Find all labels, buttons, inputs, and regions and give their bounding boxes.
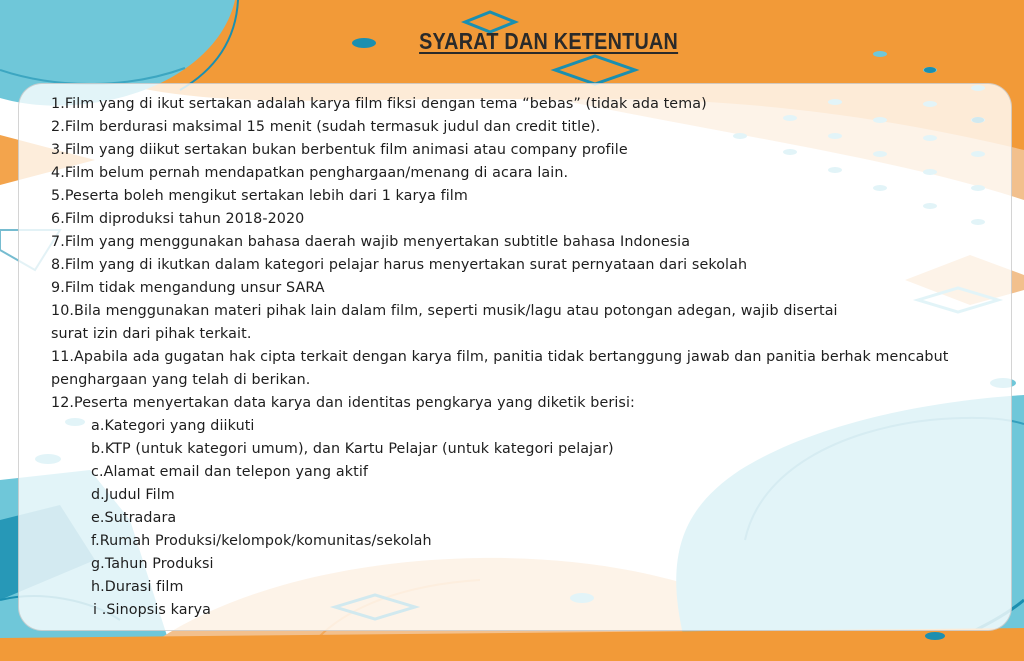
rule-3: 3.Film yang diikut sertakan bukan berbentuk film animasi atau company profile: [51, 142, 628, 158]
sub-item-i: i .Sinopsis karya: [93, 602, 211, 618]
page-title: SYARAT DAN KETENTUAN: [419, 28, 679, 54]
rule-10: 10.Bila menggunakan materi pihak lain dalam film, seperti musik/lagu atau potongan adegan, wajib disertai: [51, 303, 838, 319]
terms-list: [51, 93, 1001, 622]
rule-12: 12.Peserta menyertakan data karya dan identitas pengkarya yang diketik berisi:: [51, 395, 635, 411]
rule-9: 9.Film tidak mengandung unsur SARA: [51, 280, 325, 296]
rule-10-cont: surat izin dari pihak terkait.: [51, 326, 252, 342]
sub-item-c: c.Alamat email dan telepon yang aktif: [91, 464, 369, 480]
rule-11-cont: penghargaan yang telah di berikan.: [51, 372, 311, 388]
rule-11: 11.Apabila ada gugatan hak cipta terkait dengan karya film, panitia tidak bertanggung jawab dan panitia berhak mencabut: [51, 349, 949, 365]
sub-item-e: e.Sutradara: [91, 510, 177, 526]
rule-2: 2.Film berdurasi maksimal 15 menit (sudah termasuk judul dan credit title).: [51, 119, 601, 135]
sub-item-g: g.Tahun Produksi: [91, 556, 214, 572]
sub-item-d: d.Judul Film: [91, 487, 175, 503]
sub-item-a: a.Kategori yang diikuti: [91, 418, 255, 434]
rule-1: 1.Film yang di ikut sertakan adalah karya film fiksi dengan tema “bebas” (tidak ada tema): [51, 96, 707, 112]
sub-item-b: b.KTP (untuk kategori umum), dan Kartu Pelajar (untuk kategori pelajar): [91, 441, 614, 457]
rule-4: 4.Film belum pernah mendapatkan penghargaan/menang di acara lain.: [51, 165, 569, 181]
rule-5: 5.Peserta boleh mengikut sertakan lebih dari 1 karya film: [51, 188, 468, 204]
sub-item-f: f.Rumah Produksi/kelompok/komunitas/sekolah: [91, 533, 432, 549]
rule-8: 8.Film yang di ikutkan dalam kategori pelajar harus menyertakan surat pernyataan dari sekolah: [51, 257, 748, 273]
rule-6: 6.Film diproduksi tahun 2018-2020: [51, 211, 305, 227]
sub-item-h: h.Durasi film: [91, 579, 184, 595]
rule-7: 7.Film yang menggunakan bahasa daerah wajib menyertakan subtitle bahasa Indonesia: [51, 234, 691, 250]
